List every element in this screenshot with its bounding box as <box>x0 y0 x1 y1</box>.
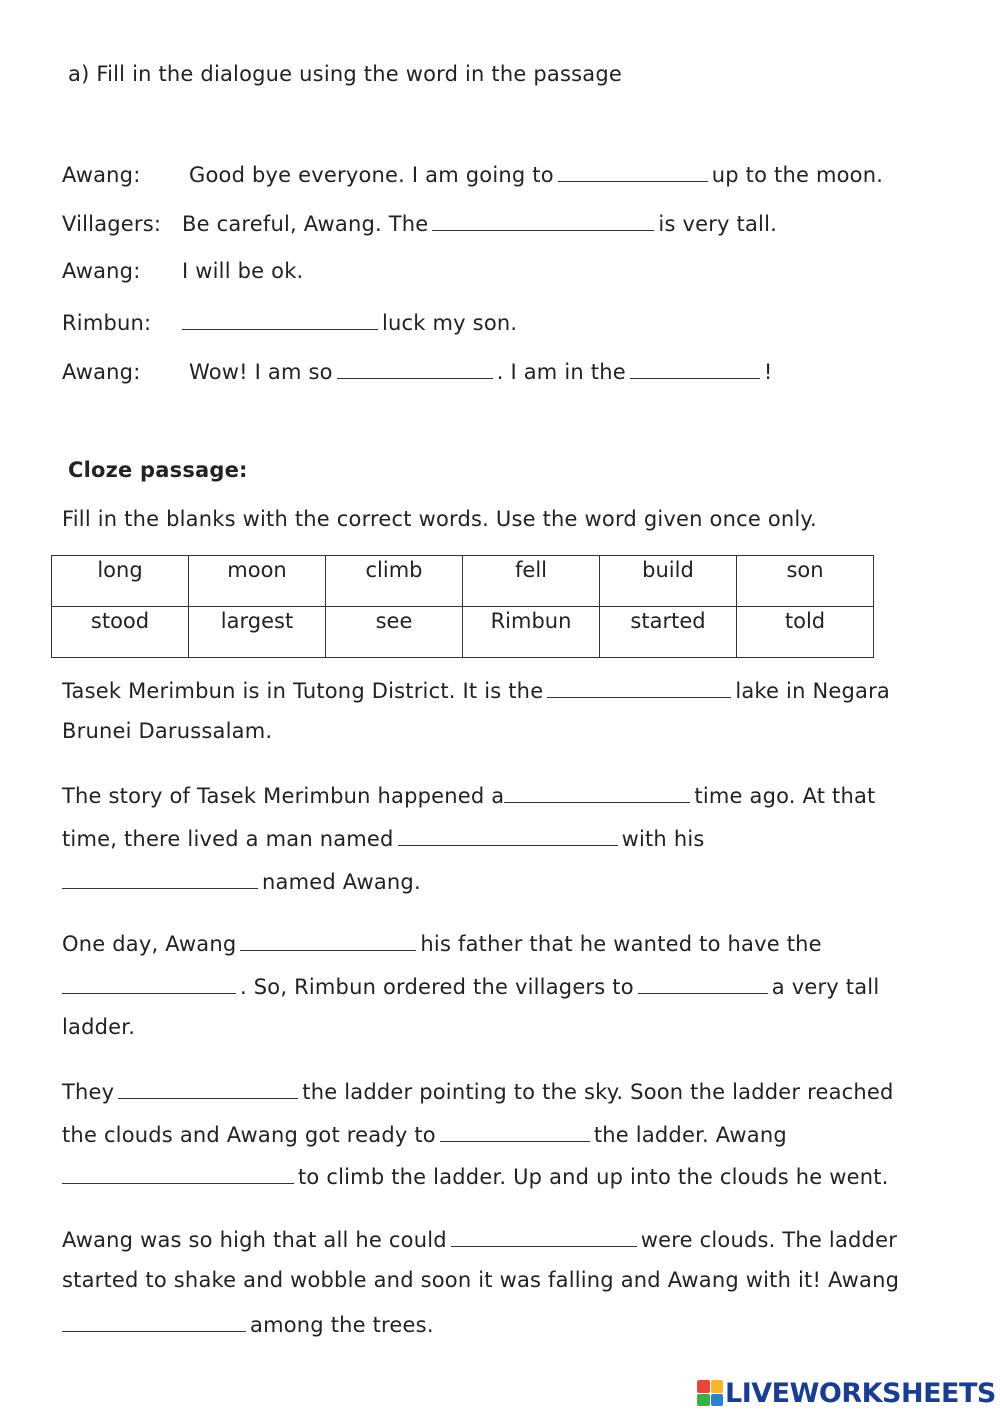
passage-text: . So, Rimbun ordered the villagers to <box>240 975 634 999</box>
cloze-p4-line3 <box>62 1165 889 1188</box>
passage-text: a very tall <box>771 975 880 999</box>
passage-text: named Awang. <box>262 870 421 894</box>
cloze-p1-line1 <box>62 679 890 702</box>
dialogue-text: luck my son. <box>382 311 518 335</box>
dialogue-text: Good bye everyone. I am going to <box>189 163 554 187</box>
word-cell: fell <box>463 556 600 607</box>
word-cell: stood <box>52 607 189 658</box>
logo-square <box>697 1380 710 1393</box>
cloze-p5-line1 <box>62 1228 897 1251</box>
passage-text: the ladder pointing to the sky. Soon the ladder reached <box>302 1080 894 1104</box>
cloze-p3-line1 <box>62 932 822 955</box>
cloze-p5-line3 <box>62 1313 434 1336</box>
word-cell: climb <box>326 556 463 607</box>
passage-text: the clouds and Awang got ready to <box>62 1123 436 1147</box>
answer-blank[interactable] <box>62 1313 246 1332</box>
answer-blank[interactable] <box>558 163 708 182</box>
word-cell: see <box>326 607 463 658</box>
answer-blank[interactable] <box>62 975 236 994</box>
answer-blank[interactable] <box>432 212 654 231</box>
passage-text: to climb the ladder. Up and up into the clouds he went. <box>298 1165 889 1189</box>
passage-text: with his <box>621 827 705 851</box>
passage-text: were clouds. The ladder <box>640 1228 898 1252</box>
passage-text: his father that he wanted to have the <box>420 932 822 956</box>
answer-blank[interactable] <box>398 827 618 846</box>
cloze-p2-line3 <box>62 870 421 893</box>
passage-text: time ago. At that <box>694 784 876 808</box>
cloze-p3-line3: ladder. <box>62 1015 136 1039</box>
cloze-p4-line1 <box>62 1080 894 1103</box>
answer-blank[interactable] <box>118 1080 298 1099</box>
dialogue-text: . I am in the <box>496 360 626 384</box>
cloze-p4-line2 <box>62 1123 787 1146</box>
word-cell: largest <box>189 607 326 658</box>
word-cell: started <box>600 607 737 658</box>
passage-text: Tasek Merimbun is in Tutong District. It is the <box>62 679 544 703</box>
dialogue-line-3 <box>62 261 303 282</box>
word-cell: moon <box>189 556 326 607</box>
cloze-heading: Cloze passage: <box>68 458 248 482</box>
word-bank-row <box>52 607 874 658</box>
answer-blank[interactable] <box>638 975 768 994</box>
passage-text: They <box>62 1080 115 1104</box>
answer-blank[interactable] <box>337 360 493 379</box>
dialogue-text: ! <box>763 360 773 384</box>
passage-text: lake in Negara <box>735 679 890 703</box>
cloze-p2-line1 <box>62 784 876 807</box>
dialogue-text: I will be ok. <box>182 259 304 283</box>
answer-blank[interactable] <box>62 870 258 889</box>
section-a-instruction: a) Fill in the dialogue using the word in the passage <box>68 62 622 86</box>
answer-blank[interactable] <box>182 311 378 330</box>
logo-square <box>697 1394 710 1407</box>
passage-text: One day, Awang <box>62 932 237 956</box>
dialogue-text: Be careful, Awang. The <box>182 212 429 236</box>
word-cell: long <box>52 556 189 607</box>
cloze-instruction: Fill in the blanks with the correct words. Use the word given once only. <box>62 507 817 531</box>
dialogue-line-4 <box>62 311 517 334</box>
dialogue-text: Wow! I am so <box>189 360 333 384</box>
word-bank-row <box>52 556 874 607</box>
liveworksheets-logo[interactable] <box>697 1378 996 1408</box>
dialogue-text: is very tall. <box>658 212 777 236</box>
passage-text: time, there lived a man named <box>62 827 394 851</box>
cloze-p3-line2 <box>62 975 879 998</box>
cloze-p5-line2: started to shake and wobble and soon it was falling and Awang with it! Awang <box>62 1268 900 1292</box>
cloze-p2-line2 <box>62 827 705 850</box>
dialogue-line-1 <box>62 163 883 186</box>
passage-text: Awang was so high that all he could <box>62 1228 447 1252</box>
word-cell: Rimbun <box>463 607 600 658</box>
answer-blank[interactable] <box>240 932 416 951</box>
logo-squares-icon <box>697 1380 723 1406</box>
answer-blank[interactable] <box>451 1228 637 1247</box>
speaker: Awang: <box>62 360 141 384</box>
word-bank-table <box>51 555 874 658</box>
speaker: Awang: <box>62 163 141 187</box>
logo-square <box>711 1394 724 1407</box>
dialogue-line-2 <box>62 212 777 235</box>
word-cell: build <box>600 556 737 607</box>
word-cell: told <box>737 607 874 658</box>
speaker: Awang: <box>62 259 141 283</box>
logo-text: LIVEWORKSHEETS <box>725 1377 996 1409</box>
speaker: Villagers: <box>62 212 162 236</box>
passage-text: The story of Tasek Merimbun happened a <box>62 784 505 808</box>
dialogue-text: up to the moon. <box>711 163 884 187</box>
answer-blank[interactable] <box>62 1165 294 1184</box>
speaker: Rimbun: <box>62 311 152 335</box>
passage-text: among the trees. <box>250 1313 434 1337</box>
logo-square <box>711 1380 724 1393</box>
cloze-p1-line2: Brunei Darussalam. <box>62 719 273 743</box>
passage-text: the ladder. Awang <box>593 1123 787 1147</box>
word-cell: son <box>737 556 874 607</box>
dialogue-line-5 <box>62 360 772 383</box>
answer-blank[interactable] <box>440 1123 590 1142</box>
answer-blank[interactable] <box>504 784 690 803</box>
answer-blank[interactable] <box>547 679 731 698</box>
answer-blank[interactable] <box>630 360 760 379</box>
